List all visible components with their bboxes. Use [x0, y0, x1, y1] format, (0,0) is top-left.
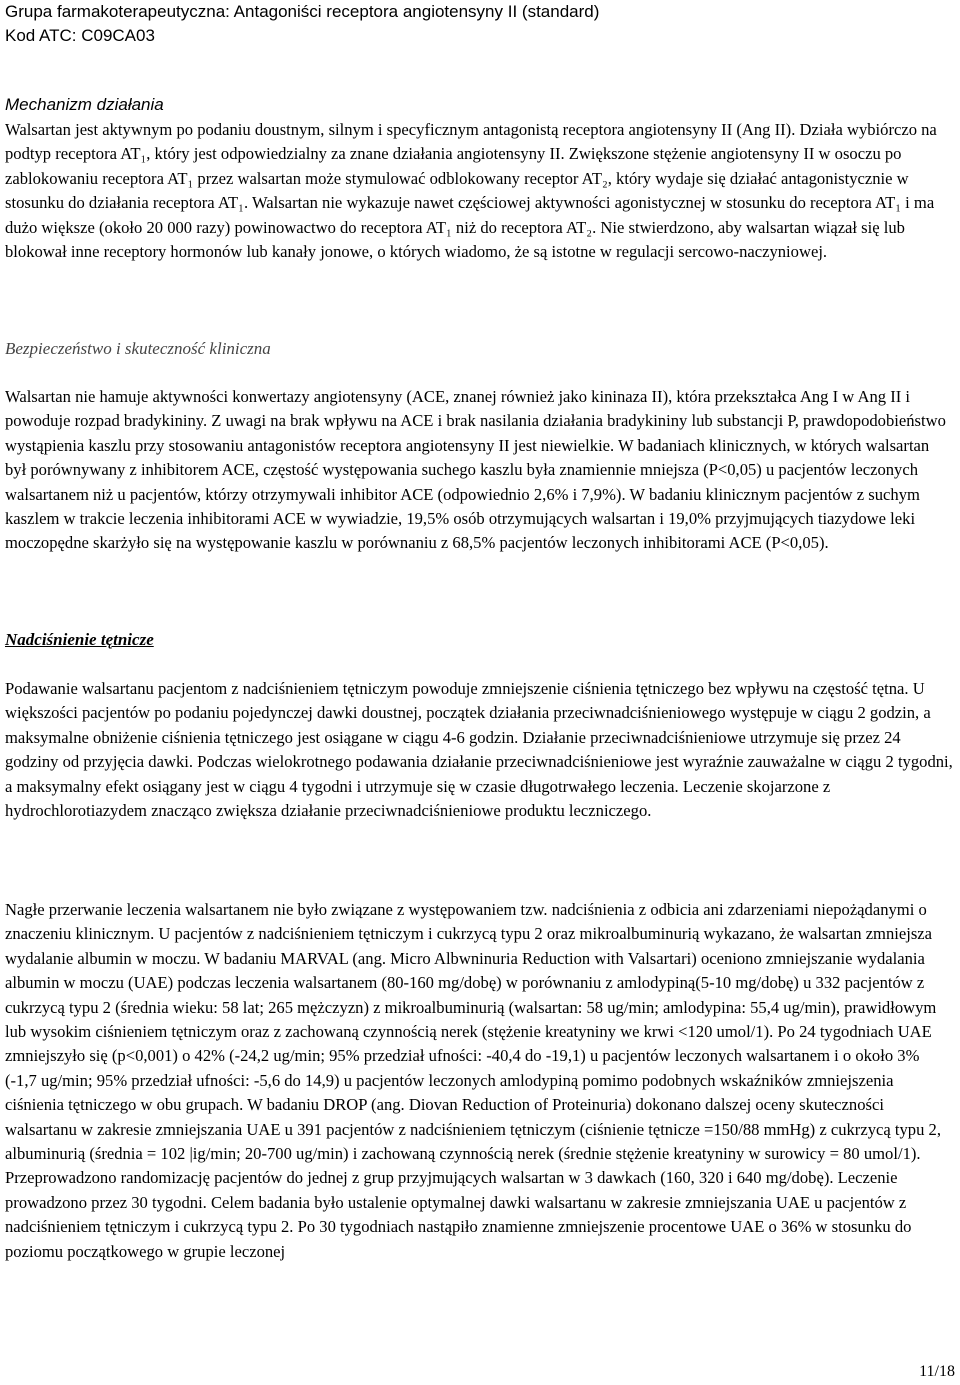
pharmacotherapeutic-group: Grupa farmakoterapeutyczna: Antagoniści receptora angiotensyny II (standard) — [5, 2, 600, 21]
hypertension-heading: Nadciśnienie tętnicze — [5, 630, 154, 649]
page-number: 11/18 — [919, 1363, 955, 1380]
mechanism-paragraph: Walsartan jest aktywnym po podaniu doustnym, silnym i specyficznym antagonistą receptora angiotensyny II (Ang II). Działa wybiórczo na podtyp receptora AT₁, który jest odpowiedzialny za znane działania angiotensyny II. Zwiększone stężenie angiotensyny II w osoczu po zablokowaniu receptora AT₁ przez walsartan może stymulować odblokowany receptor AT₂, który wydaje się działać antagonistycznie w stosunku do działania receptora AT₁. Walsartan nie wykazuje nawet częściowej aktywności agonistycznej w stosunku do receptora AT₁ i ma dużo większe (około 20 000 razy) powinowactwo do receptora AT₁ niż do receptora AT₂. Nie stwierdzono, aby walsartan wiązał się lub blokował inne receptory hormonów lub kanały jonowe, o których wiadomo, że są istotne w regulacji sercowo-naczyniowej. — [5, 120, 937, 262]
hypertension-paragraph-2: Nagłe przerwanie leczenia walsartanem nie było związane z występowaniem tzw. nadciśnienia z odbicia ani zdarzeniami niepożądanymi o znaczeniu klinicznym. U pacjentów z nadciśnieniem tętniczym i cukrzycą typu 2 oraz mikroalbuminurią wykazano, że walsartan zmniejsza wydalanie albumin w moczu. W badaniu MARVAL (ang. Micro Albwninuria Reduction with Valsartari) oceniono zmniejszanie wydalania albumin w moczu (UAE) podczas leczenia walsartanem (80-160 mg/dobę) w porównaniu z amlodypiną(5-10 mg/dobę) u 332 pacjentów z cukrzycą typu 2 (średnia wieku: 58 lat; 265 mężczyzn) z mikroalbuminurią (walsartan: 58 ug/min; amlodypina: 55,4 ug/min), prawidłowym lub wysokim ciśnieniem tętniczym oraz z zachowaną czynnością nerek (stężenie kreatyniny we krwi <120 umol/1). Po 24 tygodniach UAE zmniejszyło się (p<0,001) o 42% (-24,2 ug/min; 95% przedział ufności: -40,4 do -19,1) u pacjentów leczonych walsartanem i o około 3% (-1,7 ug/min; 95% przedział ufności: -5,6 do 14,9) u pacjentów leczonych amlodypiną pomimo podobnych wskaźników zmniejszenia ciśnienia tętniczego w obu grupach. W badaniu DROP (ang. Diovan Reduction of Proteinuria) dokonano dalszej oceny skuteczności walsartanu w zakresie zmniejszania UAE u 391 pacjentów z nadciśnieniem tętniczym (ciśnienie tętnicze =150/88 mmHg) z cukrzycą typu 2, albuminurią (średnia = 102 |ig/min; 20-700 ug/min) i zachowaną czynnością nerek (średnie stężenie kreatyniny w surowicy = 80 umol/1). Przeprowadzono randomizację pacjentów do jednej z grup przyjmujących walsartan w 3 dawkach (160, 320 i 640 mg/dobę). Leczenie prowadzono przez 30 tygodni. Celem badania było ustalenie optymalnej dawki walsartanu w zakresie zmniejszania UAE u pacjentów z nadciśnieniem tętniczym i cukrzycą typu 2. Po 30 tygodniach nastąpiło znamienne zmniejszenie procentowe UAE o 36% w stosunku do poziomu początkowego w grupie leczonej — [5, 900, 941, 1261]
safety-paragraph: Walsartan nie hamuje aktywności konwertazy angiotensyny (ACE, znanej również jako kininaza II), która przekształca Ang I w Ang II i powoduje rozpad bradykininy. Z uwagi na brak wpływu na ACE i brak nasilania działania bradykininy lub substancji P, prawdopodobieństwo wystąpienia kaszlu przy stosowaniu antagonistów receptora angiotensyny II jest niewielkie. W badaniach klinicznych, w których walsartan był porównywany z inhibitorem ACE, częstość występowania suchego kaszlu była znamiennie mniejsza (P<0,05) u pacjentów leczonych walsartanem niż u pacjentów, którzy otrzymywali inhibitor ACE (odpowiednio 2,6% i 7,9%). W badaniu klinicznym pacjentów z suchym kaszlem w trakcie leczenia inhibitorami ACE w wywiadzie, 19,5% osób otrzymujących walsartan i 19,0% przyjmujących tiazydowe leki moczopędne skarżyło się na występowanie kaszlu w porównaniu z 68,5% pacjentów leczonych inhibitorami ACE (P<0,05). — [5, 387, 946, 553]
mechanism-heading: Mechanizm działania — [5, 95, 164, 114]
hypertension-paragraph-1: Podawanie walsartanu pacjentom z nadciśnieniem tętniczym powoduje zmniejszenie ciśnienia tętniczego bez wpływu na częstość tętna. U większości pacjentów po podaniu pojedynczej dawki doustnej, początek działania przeciwnadciśnieniowego występuje w ciągu 2 godzin, a maksymalne obniżenie ciśnienia tętniczego jest osiągane w ciągu 4-6 godzin. Działanie przeciwnadciśnieniowe utrzymuje się przez 24 godziny od przyjęcia dawki. Podczas wielokrotnego podawania działanie przeciwnadciśnieniowe jest wyraźnie zauważalne w ciągu 2 tygodni, a maksymalny efekt osiągany jest w ciągu 4 tygodni i utrzymuje się w czasie długotrwałego leczenia. Leczenie skojarzone z hydrochlorotiazydem znacząco zwiększa działanie przeciwnadciśnieniowe produktu leczniczego. — [5, 679, 953, 821]
safety-heading: Bezpieczeństwo i skuteczność kliniczna — [5, 339, 271, 358]
atc-code: Kod ATC: C09CA03 — [5, 26, 155, 45]
document-page — [5, 0, 953, 1261]
